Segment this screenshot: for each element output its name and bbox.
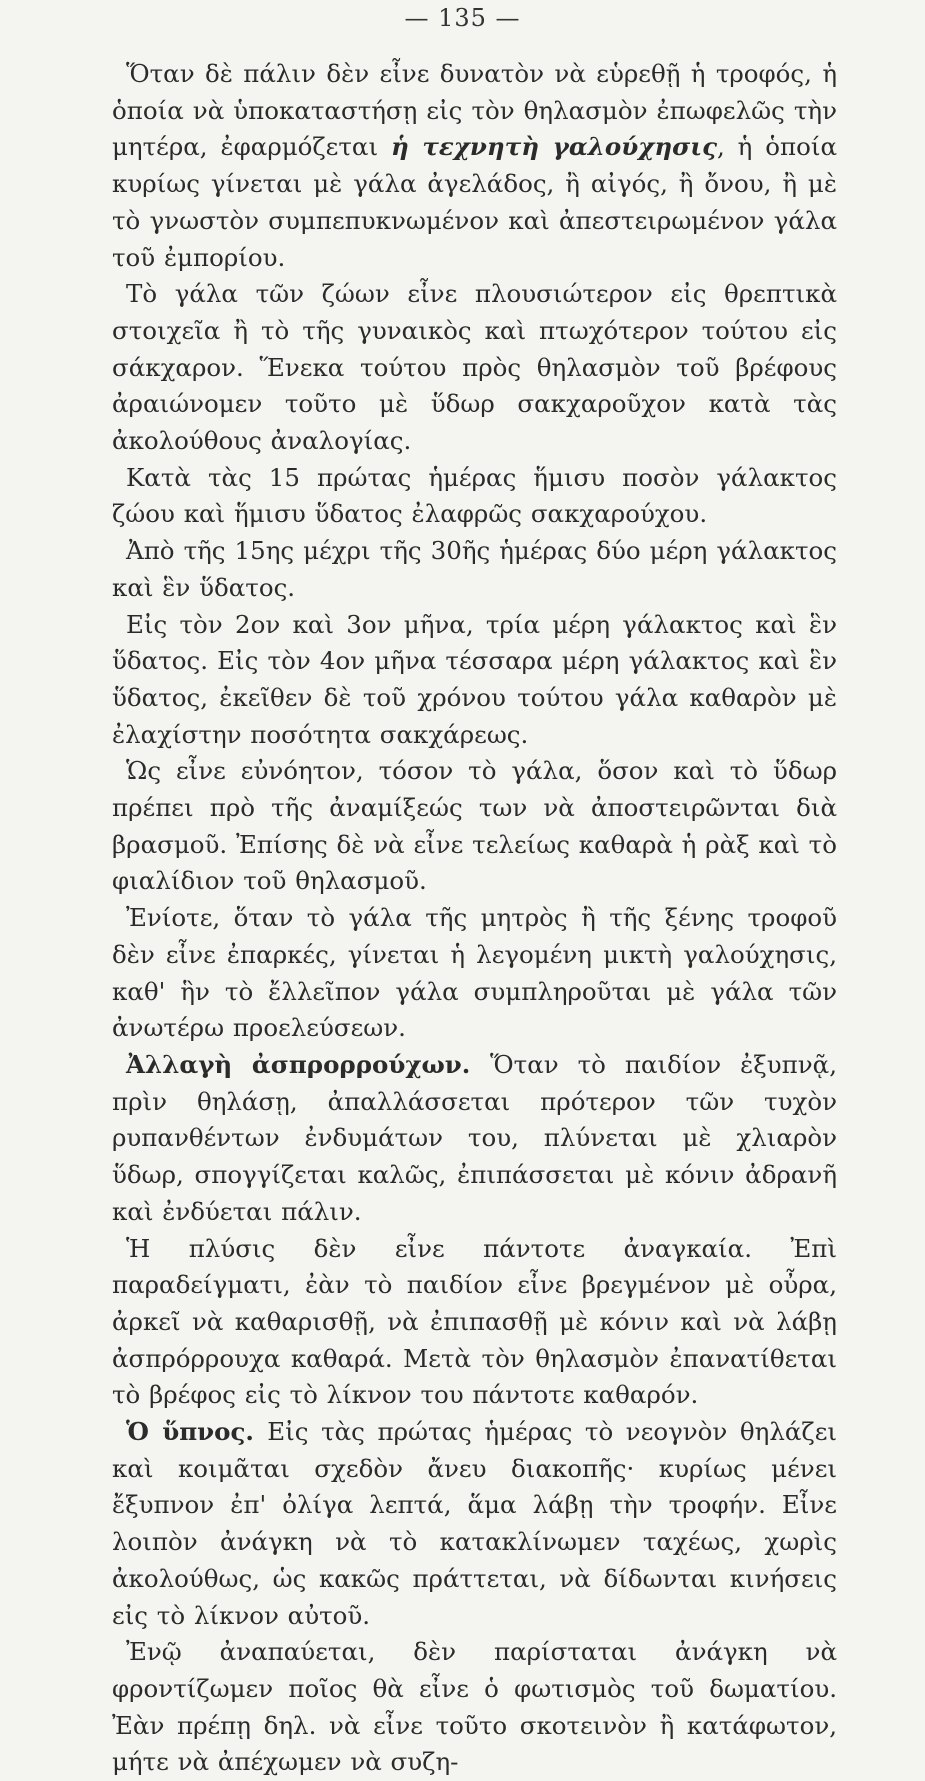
paragraph-text: Εἰς τὰς πρώτας ἡμέρας τὸ νεογνὸν θηλάζει καὶ κοιμᾶται σχεδὸν ἄνευ διακοπῆς· κυρίως μένει ἔξυπνον ἐπ' ὀλίγα λεπτά, ἅμα λάβῃ τὴν τροφήν. Εἶνε λοιπὸν ἀνάγκη νὰ τὸ κατακλίνωμεν ταχέως, χωρὶς ἀκολούθως, ὡς κακῶς πράττεται, νὰ δίδωνται κινήσεις εἰς τὸ λίκνον αὐτοῦ. [112,1417,837,1630]
paragraph [112,753,837,900]
paragraph [112,1414,837,1634]
paragraph-text: Τὸ γάλα τῶν ζώων εἶνε πλουσιώτερον εἰς θρεπτικὰ στοιχεῖα ἢ τὸ τῆς γυναικὸς καὶ πτωχότερον τούτου εἰς σάκχαρον. Ἕνεκα τούτου πρὸς θηλασμὸν τοῦ βρέφους ἀραιώνομεν τοῦτο μὲ ὕδωρ σακχαροῦχον κατὰ τὰς ἀκολούθους ἀναλογίας. [112,279,837,456]
paragraph-text: Ἀπὸ τῆς 15ης μέχρι τῆς 30ῆς ἡμέρας δύο μέρη γάλακτος καὶ ἓν ὕδατος. [112,536,837,602]
paragraph-text: Ὅταν δὲ πάλιν δὲν εἶνε δυνατὸν νὰ εὑρεθῇ ἡ τροφός, ἡ ὁποία νὰ ὑποκαταστήσῃ εἰς τὸν θηλασμὸν ἐπωφελῶς τὴν μητέρα, ἐφαρμόζεται [112,59,837,162]
paragraph [112,56,837,276]
paragraph [112,1231,837,1415]
paragraph-text: Ὅταν τὸ παιδίον ἐξυπνᾷ, πρὶν θηλάσῃ, ἀπαλλάσσεται πρότερον τῶν τυχὸν ρυπανθέντων ἐνδυμάτων του, πλύνεται μὲ χλιαρὸν ὕδωρ, σπογγίζεται καλῶς, ἐπιπάσσεται μὲ κόνιν ἀδρανῆ καὶ ἐνδύεται πάλιν. [112,1049,837,1226]
text-body [112,56,837,1781]
paragraph [112,533,837,606]
section-heading: Ἀλλαγὴ ἀσπρορρούχων. [126,1049,491,1079]
paragraph [112,1634,837,1781]
paragraph [112,460,837,533]
paragraph-text: Κατὰ τὰς 15 πρώτας ἡμέρας ἥμισυ ποσὸν γάλακτος ζώου καὶ ἥμισυ ὕδατος ἐλαφρῶς σακχαρούχου. [112,462,837,529]
section-heading: Ὁ ὕπνος. [126,1417,268,1447]
paragraph-text: Ὡς εἶνε εὐνόητον, τόσον τὸ γάλα, ὅσον καὶ τὸ ὕδωρ πρέπει πρὸ τῆς ἀναμίξεώς των νὰ ἀποστειρῶνται διὰ βρασμοῦ. Ἐπίσης δὲ νὰ εἶνε τελείως καθαρὰ ἡ ρὰξ καὶ τὸ φιαλίδιον τοῦ θηλασμοῦ. [112,756,837,896]
paragraph [112,276,837,460]
paragraph [112,900,837,1047]
paragraph [112,607,837,754]
paragraph-text: Ἐνῷ ἀναπαύεται, δὲν παρίσταται ἀνάγκη νὰ φροντίζωμεν ποῖος θὰ εἶνε ὁ φωτισμὸς τοῦ δωματίου. Ἐὰν πρέπῃ δηλ. νὰ εἶνε τοῦτο σκοτεινὸν ἢ κατάφωτον, μήτε νὰ ἀπέχωμεν νὰ συζη- [112,1637,837,1777]
paragraph-text: Ἐνίοτε, ὅταν τὸ γάλα τῆς μητρὸς ἢ τῆς ξένης τροφοῦ δὲν εἶνε ἐπαρκές, γίνεται ἡ λεγομένη μικτὴ γαλούχησις, καθ' ἣν τὸ ἔλλεῖπον γάλα συμπληροῦται μὲ γάλα τῶν ἀνωτέρω προελεύσεων. [112,903,837,1043]
paragraph [112,1047,837,1231]
page-number: — 135 — [404,4,521,32]
paragraph-text: , ἡ ὁποία κυρίως γίνεται μὲ γάλα ἀγελάδος, ἢ αἰγός, ἢ ὄνου, ἢ μὲ τὸ γνωστὸν συμπεπυκνωμένον καὶ ἀπεστειρωμένον γάλα τοῦ ἐμπορίου. [112,132,837,272]
paragraph-text: Εἰς τὸν 2ον καὶ 3ον μῆνα, τρία μέρη γάλακτος καὶ ἓν ὕδατος. Εἰς τὸν 4ον μῆνα τέσσαρα μέρη γάλακτος καὶ ἓν ὕδατος, ἐκεῖθεν δὲ τοῦ χρόνου τούτου γάλα καθαρὸν μὲ ἐλαχίστην ποσότητα σακχάρεως. [112,609,837,749]
paragraph-text: Ἡ πλύσις δὲν εἶνε πάντοτε ἀναγκαία. Ἐπὶ παραδείγματι, ἐὰν τὸ παιδίον εἶνε βρεγμένον μὲ οὖρα, ἀρκεῖ νὰ καθαρισθῇ, νὰ ἐπιπασθῇ μὲ κόνιν καὶ νὰ λάβῃ ἀσπρόρρουχα καθαρά. Μετὰ τὸν θηλασμὸν ἐπανατίθεται τὸ βρέφος εἰς τὸ λίκνον του πάντοτε καθαρόν. [112,1233,837,1410]
emphasized-term: ἡ τεχνητὴ γαλούχησις [390,132,717,162]
